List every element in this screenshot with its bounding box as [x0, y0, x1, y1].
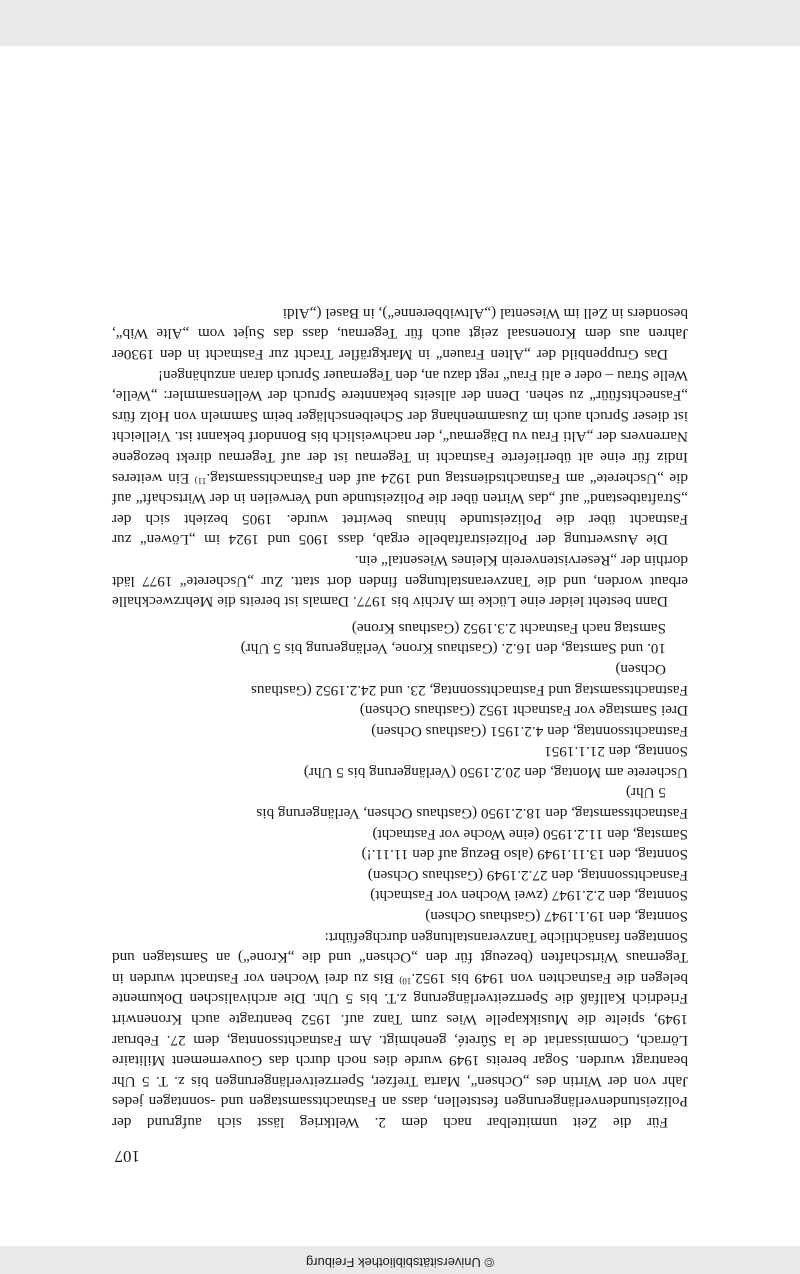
paragraph-4: Das Gruppenbild der „Alten Frauen“ in Markgräfler Tracht zur Fastnacht in den 1930er Jahren aus dem Kronensaal zeigt auch für Tegernau, dass das Sujet vom „Alte Wib“, besonders in Zell im Wiesental („Altwibberenne“), in Basel („Aldi [112, 304, 688, 364]
list-item: Fasnachtssonntag, den 27.2.1949 (Gasthaus Ochsen) [367, 866, 688, 884]
list-item: Fastnachtssamstag und Fastnachtssonntag, 23. und 24.2.1952 (Gasthaus Ochsen) [250, 660, 688, 699]
footnote-ref: 11) [194, 475, 207, 486]
list-item: Sonntag, den 21.1.1951 [544, 743, 688, 761]
paragraph-1: Für die Zeit unmittelbar nach dem 2. Weltkrieg lässt sich aufgrund der Polizeistundenverlängerungen feststellen, dass an Fastnachtssamstagen und -sonntagen jedes Jahr von der Wirtin des „Ochsen“, Marta Trefzer, Sperrzeitverlängerungen bis z. T. 5 Uhr beantragt wurden. Sogar bereits 1949 wurde dies noch durch das Gouvernement Militaire Lörrach, Commissariat de la Sûreté, genehmigt. Am Fastnachtssonntag, dem 27. Februar 1949, spielte die Musikkapelle Wies zum Tanz auf. 1952 beantragte auch Kronenwirt Friedrich Kallfaß die Sperrzeitverlängerung z.T. bis 5 Uhr. Die archivalischen Dokumente belegen die Fastnachten von 1949 bis 1952.$^{10)}$ Bis zu drei Wochen vor Fastnacht wurden in Tegernaus Wirtschaften (bezeugt für den „Ochsen“ und die „Krone“) an Samstagen und Sonntagen fasnächtliche Tanzveranstaltungen durchgeführt: [111, 928, 688, 1131]
list-item: Samstag, den 11.2.1950 (eine Woche vor Fastnacht) [372, 825, 688, 843]
copyright-partial-top: © Universitätsbibliothek Freiburg [305, 1255, 495, 1270]
list-item: Fastnachtssamstag, den 18.2.1950 (Gasthaus Ochsen, Verlängerung bis 5 Uhr) [256, 784, 688, 823]
page-number: 107 [114, 1147, 140, 1166]
list-item: Sonntag, den 2.2.1947 (zwei Wochen vor Fastnacht) [370, 887, 688, 905]
paragraph-2: Dann besteht leider eine Lücke im Archiv bis 1977. Damals ist bereits die Mehrzweckhalle erbaut worden, und die Tanzveranstaltungen finden dort statt. Zur „Uscherete“ 1977 lädt dorthin der „Reservistenverein Kleines Wiesental“ ein. [112, 551, 688, 611]
list-item: Drei Samstage vor Fastnacht 1952 (Gasthaus Ochsen) [359, 702, 688, 720]
list-item: 10. und Samstag, den 16.2. (Gasthaus Krone, Verlängerung bis 5 Uhr) [240, 640, 666, 658]
document-body [112, 302, 688, 1132]
paragraph-3: Die Auswertung der Polizeistraftabelle ergab, dass 1905 und 1924 im „Löwen“ zur Fastnacht über die Polizeistunde hinaus bewirtet wurde. 1905 bezieht sich der „Straftatbestand“ auf „das Wirten über die Polizeistunde und Verweilen in der Wirtschaft“ auf die „Uscherete“ am Fastnachtsdienstag und 1924 auf den Fastnachtssamstag.$^{11)}$ Ein weiteres Indiz für eine alt überlieferte Fastnacht in Tegernau ist der auf Tegernau direkt bezogene Narrenvers der „Alti Frau vu Dägernau“, der nachweislich bis Bonndorf bekannt ist. Vielleicht ist dieser Spruch auch im Zusammenhang der Scheibenschläger beim Sammeln von Holz fürs „Fasnechtsfüür“ zu sehen. Denn der allseits bekanntere Spruch der Wellensammler: „Welle, Welle Strau – oder e alti Frau“ regt dazu an, den Tegernauer Spruch daran anzuhängen! [112, 366, 688, 549]
list-item: Sonntag, den 19.1.1947 (Gasthaus Ochsen) [425, 908, 688, 926]
list-item: Uscherete am Montag, den 20.2.1950 (Verlängerung bis 5 Uhr) [303, 763, 688, 781]
event-list [112, 617, 688, 926]
footnote-ref: 10) [399, 975, 412, 986]
top-strip [0, 1246, 800, 1274]
header-bar [0, 0, 800, 46]
list-item: Fastnachtssonntag, den 4.2.1951 (Gasthaus Ochsen) [371, 722, 688, 740]
list-item: Samstag nach Fastnacht 2.3.1952 (Gasthaus Krone) [351, 619, 666, 637]
list-item: Sonntag, den 13.11.1949 (also Bezug auf den 11.11.!) [361, 846, 688, 864]
